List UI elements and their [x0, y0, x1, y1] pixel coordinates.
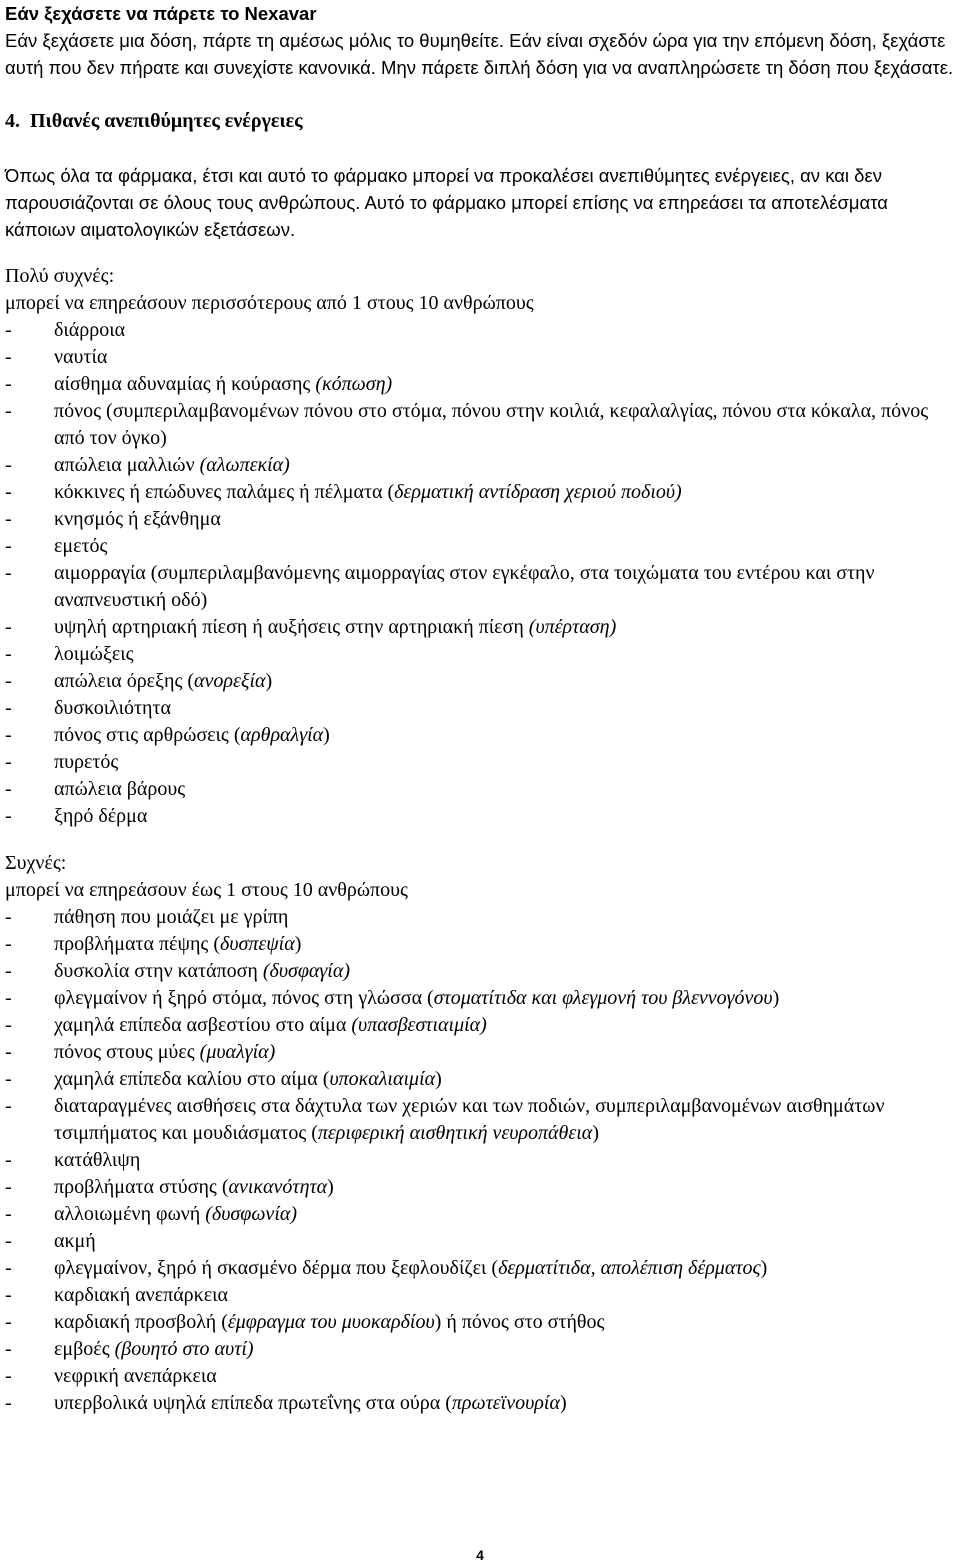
list-item: [5, 1255, 955, 1282]
list-item-suffix: ) ή πόνος στο στήθος: [434, 1311, 605, 1333]
list-item-term: στοματίτιδα και φλεγμονή του βλεννογόνου: [433, 987, 773, 1009]
list-item: [5, 1282, 955, 1309]
list-item: [5, 1174, 955, 1201]
list-item: [5, 1390, 955, 1417]
bullet-dash: -: [5, 724, 12, 746]
missed-dose-text: Εάν ξεχάσετε μια δόση, πάρτε τη αμέσως μόλις το θυμηθείτε. Εάν είναι σχεδόν ώρα για την επόμενη δόση, ξεχάστε αυτή που δεν πήρατε και συνεχίστε κανονικά. Μην πάρετε διπλή δόση για να αναπληρώσετε τη δόση που ξεχάσατε.: [5, 30, 954, 78]
list-item-term: (υπέρταση): [528, 616, 617, 638]
list-item: [5, 506, 955, 533]
list-item-text: κατάθλιψη: [54, 1149, 141, 1171]
list-item-text: λοιμώξεις: [54, 643, 134, 665]
bullet-dash: -: [5, 454, 12, 476]
list-item-text: απώλεια βάρους: [54, 778, 186, 800]
list-item-text: χαμηλά επίπεδα ασβεστίου στο αίμα: [54, 1014, 352, 1036]
bullet-dash: -: [5, 751, 12, 773]
bullet-dash: -: [5, 805, 12, 827]
very-common-heading: Πολύ συχνές:: [5, 265, 115, 287]
missed-dose-title: Εάν ξεχάσετε να πάρετε το Nexavar: [5, 3, 317, 24]
list-item: [5, 344, 955, 371]
list-item-text: απώλεια όρεξης (: [54, 670, 195, 692]
list-item-text: πόνος στους μύες: [54, 1041, 200, 1063]
list-item: [5, 560, 955, 614]
bullet-dash: -: [5, 1311, 12, 1333]
bullet-dash: -: [5, 906, 12, 928]
list-item-text: διαταραγμένες αισθήσεις στα δάχτυλα των χεριών και των ποδιών, συμπεριλαμβανομένων αισθημάτων τσιμπήματος και μουδιάσματος (: [54, 1095, 885, 1144]
list-item-suffix: ): [772, 987, 780, 1009]
bullet-dash: -: [5, 643, 12, 665]
bullet-dash: -: [5, 1392, 12, 1414]
bullet-dash: -: [5, 346, 12, 368]
list-item: [5, 1228, 955, 1255]
list-item-term: ανικανότητα: [228, 1176, 328, 1198]
page-number: 4: [476, 1547, 484, 1563]
list-item-suffix: ): [559, 1392, 567, 1414]
list-item-text: πάθηση που μοιάζει με γρίπη: [54, 906, 289, 928]
bullet-dash: -: [5, 960, 12, 982]
list-item: [5, 695, 955, 722]
list-item: [5, 722, 955, 749]
bullet-dash: -: [5, 481, 12, 503]
list-item-text: νεφρική ανεπάρκεια: [54, 1365, 217, 1387]
list-item: [5, 479, 955, 506]
list-item-term: περιφερική αισθητική νευροπάθεια: [317, 1122, 593, 1144]
list-item-text: φλεγμαίνον ή ξηρό στόμα, πόνος στη γλώσσα (: [54, 987, 434, 1009]
bullet-dash: -: [5, 697, 12, 719]
very-common-subheading: μπορεί να επηρεάσουν περισσότερους από 1 στους 10 ανθρώπους: [5, 292, 534, 314]
list-item-text: εμβοές: [54, 1338, 115, 1360]
bullet-dash: -: [5, 562, 12, 584]
list-item-text: χαμηλά επίπεδα καλίου στο αίμα (: [54, 1068, 330, 1090]
list-item-suffix: ): [323, 724, 330, 746]
list-item-text: πυρετός: [54, 751, 119, 773]
list-item: [5, 533, 955, 560]
common-heading: Συχνές:: [5, 852, 67, 874]
list-item: [5, 1201, 955, 1228]
intro-sentence-2: Αυτό το φάρμακο μπορεί επίσης να επηρεάσει τα αποτελέσματα κάποιων αιματολογικών εξετάσεων.: [5, 192, 888, 240]
list-item: [5, 931, 955, 958]
list-item-text: κόκκινες ή επώδυνες παλάμες ή πέλματα (: [54, 481, 395, 503]
bullet-dash: -: [5, 987, 12, 1009]
list-item-term: (βουητό στο αυτί): [114, 1338, 254, 1360]
bullet-dash: -: [5, 1095, 12, 1117]
list-item-text: κνησμός ή εξάνθημα: [54, 508, 221, 530]
common-list: [5, 904, 955, 1417]
bullet-dash: -: [5, 1203, 12, 1225]
list-item-text: ναυτία: [54, 346, 108, 368]
list-item-text: υψηλή αρτηριακή πίεση ή αυξήσεις στην αρτηριακή πίεση: [54, 616, 529, 638]
list-item-text: δυσκολία στην κατάποση: [54, 960, 263, 982]
list-item: [5, 1336, 955, 1363]
bullet-dash: -: [5, 1230, 12, 1252]
list-item-term: ανορεξία: [194, 670, 266, 692]
list-item-term: έμφραγμα του μυοκαρδίου: [227, 1311, 435, 1333]
list-item: [5, 1309, 955, 1336]
list-item-text: ακμή: [54, 1230, 96, 1252]
list-item-text: πόνος στις αρθρώσεις (: [54, 724, 241, 746]
list-item-text: προβλήματα πέψης (: [54, 933, 221, 955]
list-item: [5, 904, 955, 931]
list-item: [5, 776, 955, 803]
list-item-term: (κόπωση): [315, 373, 393, 395]
document-page: [5, 0, 955, 1417]
bullet-dash: -: [5, 1338, 12, 1360]
list-item: [5, 803, 955, 830]
section-4-intro: [5, 162, 955, 243]
list-item-term: πρωτεϊνουρία: [451, 1392, 560, 1414]
list-item: [5, 641, 955, 668]
bullet-dash: -: [5, 1257, 12, 1279]
common-subheading: μπορεί να επηρεάσουν έως 1 στους 10 ανθρώπους: [5, 879, 408, 901]
list-item: [5, 1363, 955, 1390]
section-4-heading: [5, 108, 955, 135]
bullet-dash: -: [5, 319, 12, 341]
list-item-term: (δυσφωνία): [205, 1203, 298, 1225]
list-item-term: (μυαλγία): [199, 1041, 276, 1063]
list-item-term: (υπασβεστιαιμία): [351, 1014, 487, 1036]
bullet-dash: -: [5, 1284, 12, 1306]
list-item-suffix: ): [265, 670, 273, 692]
bullet-dash: -: [5, 616, 12, 638]
bullet-dash: -: [5, 1365, 12, 1387]
bullet-dash: -: [5, 508, 12, 530]
list-item-term: αρθραλγία: [240, 724, 324, 746]
list-item-suffix: ): [327, 1176, 334, 1198]
list-item-text: αιμορραγία (συμπεριλαμβανόμενης αιμορραγίας στον εγκέφαλο, στα τοιχώματα του εντέρου και στην αναπνευστική οδό): [54, 562, 875, 611]
list-item-suffix: ): [592, 1122, 599, 1144]
list-item-text: ξηρό δέρμα: [54, 805, 148, 827]
section-number: 4.: [5, 110, 20, 132]
list-item-text: υπερβολικά υψηλά επίπεδα πρωτεΐνης στα ούρα (: [54, 1392, 452, 1414]
list-item-term: (δυσφαγία): [262, 960, 351, 982]
list-item: [5, 1093, 955, 1147]
bullet-dash: -: [5, 1068, 12, 1090]
list-item-term: υποκαλιαιμία: [329, 1068, 436, 1090]
list-item: [5, 1066, 955, 1093]
list-item: [5, 614, 955, 641]
list-item-text: απώλεια μαλλιών: [54, 454, 200, 476]
list-item-suffix: ): [760, 1257, 768, 1279]
list-item: [5, 1039, 955, 1066]
bullet-dash: -: [5, 933, 12, 955]
list-item: [5, 1147, 955, 1174]
list-item: [5, 398, 955, 452]
very-common-list: [5, 317, 955, 830]
list-item-term: δερματίτιδα, απολέπιση δέρματος: [498, 1257, 761, 1279]
list-item: [5, 668, 955, 695]
list-item: [5, 452, 955, 479]
list-item-term: δυσπεψία: [220, 933, 295, 955]
bullet-dash: -: [5, 778, 12, 800]
list-item: [5, 749, 955, 776]
list-item-text: διάρροια: [54, 319, 126, 341]
list-item: [5, 371, 955, 398]
bullet-dash: -: [5, 1149, 12, 1171]
list-item-text: αλλοιωμένη φωνή: [54, 1203, 206, 1225]
list-item-text: εμετός: [54, 535, 108, 557]
intro-sentence-1: Όπως όλα τα φάρμακα, έτσι και αυτό το φάρμακο μπορεί να προκαλέσει ανεπιθύμητες ενέργειες, αν και δεν παρουσιάζονται σε όλους τους ανθρώπους.: [5, 165, 882, 213]
bullet-dash: -: [5, 1014, 12, 1036]
list-item-term: (αλωπεκία): [199, 454, 290, 476]
list-item-text: καρδιακή ανεπάρκεια: [54, 1284, 228, 1306]
list-item-suffix: ): [294, 933, 302, 955]
list-item: [5, 985, 955, 1012]
bullet-dash: -: [5, 373, 12, 395]
list-item-text: φλεγμαίνον, ξηρό ή σκασμένο δέρμα που ξεφλουδίζει (: [54, 1257, 499, 1279]
list-item-suffix: ): [435, 1068, 442, 1090]
list-item-text: δυσκοιλιότητα: [54, 697, 171, 719]
bullet-dash: -: [5, 535, 12, 557]
list-item-text: αίσθημα αδυναμίας ή κούρασης: [54, 373, 316, 395]
list-item-text: προβλήματα στύσης (: [54, 1176, 229, 1198]
list-item-text: καρδιακή προσβολή (: [54, 1311, 228, 1333]
list-item-term: δερματική αντίδραση χεριού ποδιού): [394, 481, 682, 503]
section-title: Πιθανές ανεπιθύμητες ενέργειες: [30, 110, 303, 132]
list-item: [5, 1012, 955, 1039]
bullet-dash: -: [5, 1041, 12, 1063]
bullet-dash: -: [5, 670, 12, 692]
bullet-dash: -: [5, 1176, 12, 1198]
list-item: [5, 317, 955, 344]
list-item: [5, 958, 955, 985]
bullet-dash: -: [5, 400, 12, 422]
list-item-text: πόνος (συμπεριλαμβανομένων πόνου στο στόμα, πόνου στην κοιλιά, κεφαλαλγίας, πόνου στα κόκαλα, πόνος από τον όγκο): [54, 400, 929, 449]
